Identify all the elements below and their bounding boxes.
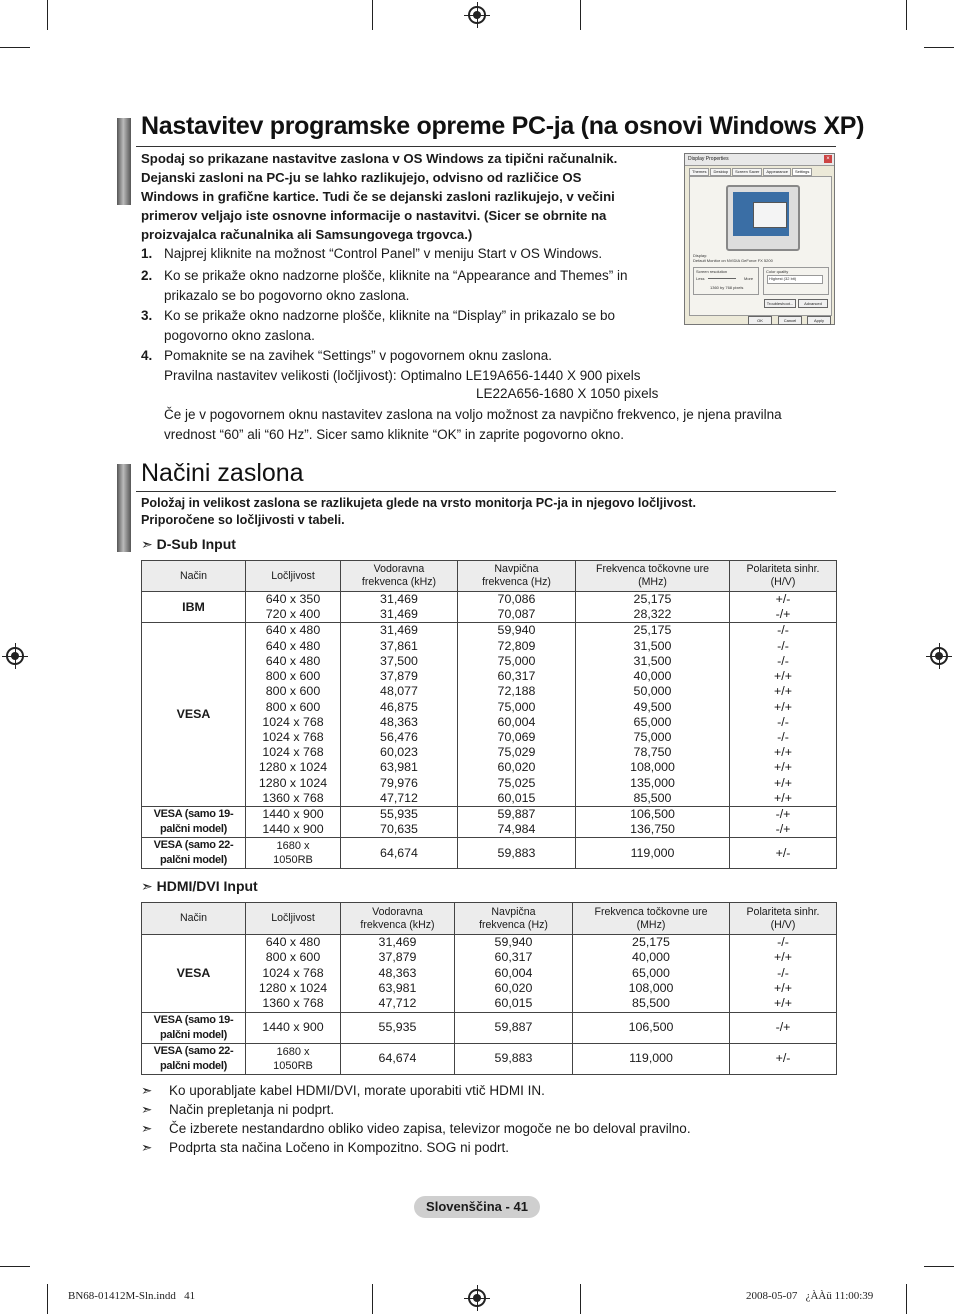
cell-value: 59,940: [497, 623, 536, 638]
cell-value: -/-: [777, 935, 789, 950]
intro-line: Spodaj so prikazane nastavitve zaslona v OS Windows za tipični računalnik.: [141, 151, 618, 166]
mode-cell: IBM: [142, 592, 246, 623]
section-title: Načini zaslona: [141, 459, 304, 487]
cell-value: 1280 x 1024: [258, 775, 328, 790]
cell-value: 63,981: [378, 980, 417, 995]
step-text: Najprej kliknite na možnost “Control Panel” v meniju Start v OS Windows.: [164, 246, 603, 261]
color-value: Highest (32 bit): [769, 276, 797, 281]
column-header: Ločljivost: [246, 561, 341, 592]
cell-value: 640 x 480: [265, 638, 321, 653]
cell-value: 50,000: [633, 684, 672, 699]
cell-value: +/-: [775, 592, 791, 606]
more-label: More: [744, 276, 754, 281]
crop-mark: [906, 0, 907, 30]
cell-value: -/-: [777, 623, 789, 638]
monitor-icon: [726, 185, 800, 251]
cell-value: +/+: [774, 699, 792, 714]
cell-value: 75,029: [497, 745, 536, 760]
crop-mark: [580, 0, 581, 30]
cell-value: 640 x 480: [265, 653, 321, 668]
cell-value: -/-: [777, 729, 789, 744]
troubleshoot-button[interactable]: Troubleshoot...: [764, 299, 796, 308]
resolution-cell: [246, 807, 341, 838]
cell-value: 60,317: [497, 669, 536, 684]
registration-mark-icon: [468, 6, 486, 24]
table-row-group: [142, 623, 837, 807]
cell-value: 60,317: [494, 950, 533, 965]
cell-value: 640 x 350: [265, 592, 321, 606]
tab-desktop[interactable]: Desktop: [710, 168, 731, 176]
cell-value: 85,500: [632, 996, 670, 1011]
cell-value: 59,940: [494, 935, 533, 950]
cell-value: 1360 x 768: [262, 790, 324, 805]
cell-value: 48,363: [380, 714, 418, 729]
registration-mark-icon: [468, 1289, 486, 1307]
intro-line: Dejanski zasloni na PC-ju se lahko razlikujejo, odvisno od različice OS: [141, 170, 582, 185]
tab-screen-saver[interactable]: Screen Saver: [732, 168, 762, 176]
paragraph-line: vrednost “60” ali “60 Hz”. Sicer samo kliknite “OK” in zaprite pogovorno okno.: [164, 427, 624, 442]
dialog-close-icon: ×: [824, 155, 832, 163]
dsub-heading: [141, 536, 236, 553]
column-header: Frekvenca točkovne ure (MHz): [573, 903, 730, 935]
crop-mark: [0, 1266, 30, 1267]
column-header: Vodoravna frekvenca (kHz): [341, 903, 455, 935]
cell-value: 31,469: [378, 935, 417, 950]
intro-line: proizvajalca računalnika ali Samsungovega trgovca.): [141, 227, 473, 242]
cell-value: 65,000: [633, 714, 672, 729]
polarity-cell: [730, 838, 837, 869]
intro-text: [141, 149, 671, 244]
polarity-cell: [730, 935, 837, 1013]
step-text: Pomaknite se na zavihek “Settings” v pogovornem oknu zaslona.: [164, 348, 552, 363]
intro-line: Položaj in velikost zaslona se razlikujeta glede na vrsto monitorja PC-ja in njegovo ločljivost.: [141, 496, 696, 510]
ok-button[interactable]: OK: [748, 316, 772, 325]
crop-mark: [372, 1284, 373, 1314]
cell-value: +/+: [774, 745, 792, 760]
vfreq-cell: [458, 807, 576, 838]
cell-value: 800 x 600: [265, 669, 321, 684]
cell-value: 31,469: [380, 623, 418, 638]
column-header: Polariteta sinhr. (H/V): [730, 561, 837, 592]
hfreq-cell: [341, 623, 458, 807]
cell-value: 37,500: [380, 653, 418, 668]
cell-value: 135,000: [630, 775, 675, 790]
cell-value: 1024 x 768: [262, 965, 324, 980]
cell-value: 640 x 480: [265, 623, 321, 638]
cell-value: 106,500: [628, 1019, 674, 1034]
slug-timestamp: 2008-05-07 ¿ÀÀü 11:00:39: [746, 1290, 874, 1302]
note-arrow-icon: ➣: [141, 1140, 153, 1155]
table-row-group: [142, 1043, 837, 1074]
note-arrow-icon: ➣: [141, 1083, 153, 1098]
polarity-cell: [730, 623, 837, 807]
dsub-table: [141, 560, 837, 869]
vfreq-cell: [455, 1043, 573, 1074]
resolution-cell: [246, 592, 341, 623]
cell-value: 119,000: [630, 845, 675, 860]
step-text: Ko se prikaže okno nadzorne plošče, kliknite na “Appearance and Themes” in: [164, 268, 628, 283]
cell-value: -/+: [775, 822, 791, 837]
note-item: [141, 1081, 841, 1100]
registration-mark-icon: [6, 647, 24, 665]
cell-value: 70,086: [497, 592, 536, 606]
note-item: [141, 1138, 841, 1157]
cell-value: 40,000: [632, 950, 670, 965]
cell-value: 31,500: [633, 653, 672, 668]
resolution-slider[interactable]: [708, 278, 736, 279]
cell-value: 78,750: [633, 745, 672, 760]
pixel-clock-cell: [576, 592, 730, 623]
step-number: 1.: [141, 246, 153, 261]
cell-value: 106,500: [630, 807, 675, 821]
note-arrow-icon: ➣: [141, 536, 153, 552]
column-header: Način: [142, 561, 246, 592]
table-row-group: [142, 592, 837, 623]
cell-value: 75,000: [497, 653, 536, 668]
crop-mark: [924, 1266, 954, 1267]
cell-value: 37,879: [378, 950, 417, 965]
cell-value: 1024 x 768: [262, 714, 324, 729]
column-header: Navpična frekvenca (Hz): [458, 561, 576, 592]
display-properties-dialog: [684, 153, 835, 325]
polarity-cell: [730, 807, 837, 838]
cell-value: +/+: [774, 950, 792, 965]
cell-value: 31,469: [380, 607, 418, 622]
mode-cell: VESA (samo 22-palčni model): [142, 838, 246, 869]
section-bar: [117, 464, 131, 552]
cell-value: 1024 x 768: [262, 729, 324, 744]
cell-value: 60,015: [497, 790, 536, 805]
cell-value: +/+: [774, 775, 792, 790]
mode-cell: VESA (samo 22-palčni model): [142, 1043, 246, 1074]
intro-line: Windows in grafične kartice. Tudi če se dejanski zasloni razlikujejo, v večini: [141, 189, 615, 204]
column-header: Vodoravna frekvenca (kHz): [341, 561, 458, 592]
mode-cell: VESA: [142, 623, 246, 807]
cancel-button[interactable]: Cancel: [778, 316, 802, 325]
pixel-clock-cell: [576, 623, 730, 807]
table-row-group: [142, 807, 837, 838]
frequency-note: [164, 405, 844, 445]
cell-value: 46,875: [380, 699, 418, 714]
vfreq-cell: [458, 592, 576, 623]
cell-value: -/+: [775, 1019, 791, 1034]
cell-value: 25,175: [632, 935, 670, 950]
cell-value: 55,935: [380, 807, 418, 821]
page-number-badge: Slovenščina - 41: [414, 1196, 540, 1218]
note-item: [141, 1119, 841, 1138]
cell-value: -/-: [777, 714, 789, 729]
note-arrow-icon: ➣: [141, 878, 153, 894]
cell-value: 85,500: [633, 790, 672, 805]
resolution-22inch: LE22A656-1680 X 1050 pixels: [476, 386, 659, 401]
hfreq-cell: [341, 807, 458, 838]
cell-value: +/+: [774, 684, 792, 699]
cell-value: 60,023: [380, 745, 418, 760]
cell-value: 65,000: [632, 965, 670, 980]
cell-value: 31,500: [633, 638, 672, 653]
title-rule: [136, 491, 836, 492]
cell-value: 72,809: [497, 638, 536, 653]
hdmi-table: [141, 902, 837, 1075]
cell-value: 48,363: [378, 965, 417, 980]
tab-themes[interactable]: Themes: [689, 168, 709, 176]
pixel-clock-cell: [576, 838, 730, 869]
intro-line: primerov veljajo iste osnovne informacije o nastavitvi. (Sicer se obrnite na: [141, 208, 607, 223]
cell-value: 640 x 480: [265, 935, 321, 950]
tab-settings[interactable]: Settings: [792, 168, 812, 176]
polarity-cell: [730, 1012, 837, 1043]
column-header: Način: [142, 903, 246, 935]
cell-value: 47,712: [378, 996, 417, 1011]
note-text: Če izberete nestandardno obliko video zapisa, televizor mogoče ne bo deloval pravilno.: [169, 1121, 691, 1136]
hdmi-heading: [141, 878, 258, 895]
cell-value: 28,322: [633, 607, 672, 622]
cell-value: 1440 x 900: [262, 822, 324, 837]
table-row-group: [142, 935, 837, 1013]
hfreq-cell: [341, 1012, 455, 1043]
tab-appearance[interactable]: Appearance: [763, 168, 791, 176]
intro-line: Priporočene so ločljivosti v tabeli.: [141, 513, 345, 527]
resolution-value: 1360 by 768 pixels: [710, 285, 744, 290]
crop-mark: [0, 47, 30, 48]
pixel-clock-cell: [573, 1012, 730, 1043]
apply-button[interactable]: Apply: [807, 316, 831, 325]
intro-text: [141, 495, 696, 529]
cell-value: 1024 x 768: [262, 745, 324, 760]
section-bar: [117, 118, 131, 205]
cell-value: 800 x 600: [265, 684, 321, 699]
pixel-clock-cell: [573, 1043, 730, 1074]
crop-mark: [47, 1284, 48, 1314]
cell-value: 79,976: [380, 775, 418, 790]
dsub-label: D-Sub Input: [156, 536, 236, 552]
note-text: Način prepletanja ni podprt.: [169, 1102, 335, 1117]
cell-value: -/-: [777, 653, 789, 668]
table-row-group: [142, 1012, 837, 1043]
crop-mark: [372, 0, 373, 30]
column-header: Polariteta sinhr. (H/V): [730, 903, 837, 935]
pixel-clock-cell: [576, 807, 730, 838]
pixel-clock-cell: [573, 935, 730, 1013]
dialog-title: Display Properties: [685, 154, 834, 166]
table-header-row: [142, 561, 837, 592]
cell-value: 40,000: [633, 669, 672, 684]
resolution-cell: [246, 623, 341, 807]
step-number: 3.: [141, 308, 153, 323]
mode-cell: VESA: [142, 935, 246, 1013]
note-arrow-icon: ➣: [141, 1102, 153, 1117]
hfreq-cell: [341, 592, 458, 623]
vfreq-cell: [458, 838, 576, 869]
cell-value: +/+: [774, 669, 792, 684]
vfreq-cell: [455, 935, 573, 1013]
paragraph-line: Če je v pogovornem oknu nastavitev zaslona na voljo možnost za navpično frekvenco, je njena pravilna: [164, 407, 782, 422]
cell-value: 47,712: [380, 790, 418, 805]
cell-value: 64,674: [378, 1050, 417, 1065]
cell-value: 720 x 400: [265, 607, 321, 622]
cell-value: 1280 x 1024: [258, 980, 328, 995]
cell-value: 1440 x 900: [262, 1019, 324, 1034]
cell-value: 63,981: [380, 760, 418, 775]
crop-mark: [924, 47, 954, 48]
step-text: prikazalo se bo pogovorno okno zaslona.: [164, 288, 410, 303]
cell-value: 1440 x 900: [262, 807, 324, 821]
table-row-group: [142, 838, 837, 869]
cell-value: -/+: [775, 807, 791, 821]
cell-value: 70,635: [380, 822, 418, 837]
cell-value: 1680 x 1050RB: [273, 840, 313, 867]
cell-value: 74,984: [497, 822, 536, 837]
cell-value: +/+: [774, 790, 792, 805]
hfreq-cell: [341, 838, 458, 869]
cell-value: 1360 x 768: [262, 996, 324, 1011]
step-number: 4.: [141, 348, 153, 363]
crop-mark: [47, 0, 48, 30]
section-title: Nastavitev programske opreme PC-ja (na osnovi Windows XP): [141, 112, 865, 140]
polarity-cell: [730, 1043, 837, 1074]
cell-value: 108,000: [630, 760, 675, 775]
cell-value: 800 x 600: [265, 950, 321, 965]
settings-panel: [689, 176, 832, 316]
title-rule: [136, 146, 836, 147]
resolution-cell: [246, 1043, 341, 1074]
cell-value: 60,004: [494, 965, 533, 980]
cell-value: 60,020: [494, 980, 533, 995]
note-arrow-icon: ➣: [141, 1121, 153, 1136]
resolution-cell: [246, 1012, 341, 1043]
cell-value: 25,175: [633, 592, 672, 606]
cell-value: 60,015: [494, 996, 533, 1011]
table-header-row: [142, 903, 837, 935]
cell-value: 31,469: [380, 592, 418, 606]
cell-value: 70,087: [497, 607, 536, 622]
cell-value: 75,000: [497, 699, 536, 714]
cell-value: 108,000: [628, 980, 674, 995]
cell-value: +/+: [774, 980, 792, 995]
cell-value: 60,020: [497, 760, 536, 775]
cell-value: -/+: [775, 607, 791, 622]
column-header: Frekvenca točkovne ure (MHz): [576, 561, 730, 592]
notes-list: [141, 1081, 841, 1157]
cell-value: 48,077: [380, 684, 418, 699]
hfreq-cell: [341, 1043, 455, 1074]
step-text: Pravilna nastavitev velikosti (ločljivost): Optimalno LE19A656-1440 X 900 pixels: [164, 368, 641, 383]
cell-value: 25,175: [633, 623, 672, 638]
polarity-cell: [730, 592, 837, 623]
vfreq-cell: [455, 1012, 573, 1043]
cell-value: 1680 x 1050RB: [273, 1045, 313, 1072]
color-label: Color quality: [766, 269, 789, 274]
note-text: Ko uporabljate kabel HDMI/DVI, morate uporabiti vtič HDMI IN.: [169, 1083, 545, 1098]
mode-cell: VESA (samo 19-palčni model): [142, 807, 246, 838]
cell-value: 37,879: [380, 669, 418, 684]
column-header: Ločljivost: [246, 903, 341, 935]
note-text: Podprta sta načina Ločeno in Kompozitno. SOG ni podrt.: [169, 1140, 509, 1155]
cell-value: 59,883: [497, 845, 536, 860]
resolution-cell: [246, 838, 341, 869]
step-number: 2.: [141, 268, 153, 283]
cell-value: 37,861: [380, 638, 418, 653]
step-text: Ko se prikaže okno nadzorne plošče, kliknite na “Display” in prikazalo se bo: [164, 308, 615, 323]
cell-value: +/+: [774, 996, 792, 1011]
display-label: Display:: [693, 253, 708, 258]
step-text: pogovorno okno zaslona.: [164, 328, 315, 343]
cell-value: 72,188: [497, 684, 536, 699]
resolution-label: Screen resolution: [696, 269, 728, 274]
cell-value: 56,476: [380, 729, 418, 744]
less-label: Less: [696, 276, 705, 281]
registration-mark-icon: [930, 647, 948, 665]
cell-value: 119,000: [629, 1050, 673, 1065]
cell-value: 136,750: [630, 822, 675, 837]
cell-value: 55,935: [378, 1019, 417, 1034]
cell-value: -/-: [777, 965, 789, 980]
display-value: Default Monitor on NVIDIA GeForce FX 5200: [693, 258, 773, 263]
mode-cell: VESA (samo 19-palčni model): [142, 1012, 246, 1043]
cell-value: 59,887: [494, 1019, 533, 1034]
advanced-button[interactable]: Advanced: [798, 299, 828, 308]
cell-value: 75,025: [497, 775, 536, 790]
resolution-cell: [246, 935, 341, 1013]
cell-value: +/-: [775, 1050, 791, 1065]
cell-value: 59,887: [497, 807, 536, 821]
crop-mark: [906, 1284, 907, 1314]
cell-value: +/-: [775, 845, 791, 860]
dialog-tabs: [689, 168, 813, 176]
slug-filename: BN68-01412M-Sln.indd 41: [68, 1290, 196, 1302]
cell-value: 60,004: [497, 714, 536, 729]
cell-value: 59,883: [494, 1050, 533, 1065]
cell-value: 49,500: [633, 699, 672, 714]
cell-value: 1280 x 1024: [258, 760, 328, 775]
cell-value: 800 x 600: [265, 699, 321, 714]
hfreq-cell: [341, 935, 455, 1013]
column-header: Navpična frekvenca (Hz): [455, 903, 573, 935]
vfreq-cell: [458, 623, 576, 807]
cell-value: 70,069: [497, 729, 536, 744]
cell-value: -/-: [777, 638, 789, 653]
cell-value: +/+: [774, 760, 792, 775]
hdmi-label: HDMI/DVI Input: [156, 878, 258, 894]
cell-value: 75,000: [633, 729, 672, 744]
crop-mark: [580, 1284, 581, 1314]
note-item: [141, 1100, 841, 1119]
cell-value: 64,674: [380, 845, 418, 860]
